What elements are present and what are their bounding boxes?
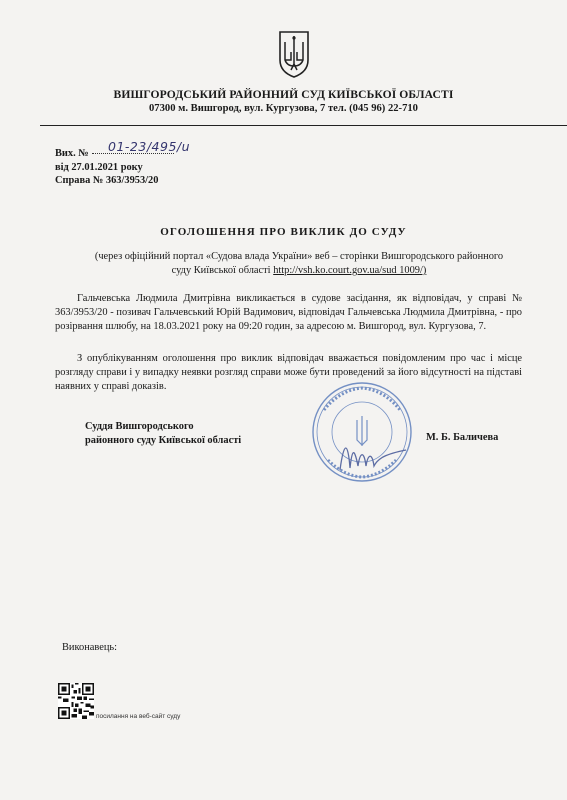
notice-title: ОГОЛОШЕННЯ ПРО ВИКЛИК ДО СУДУ bbox=[160, 226, 407, 238]
judge-title-line-2: районного суду Київської області bbox=[85, 435, 242, 446]
court-name: ВИШГОРОДСЬКИЙ РАЙОННИЙ СУД КИЇВСЬКОЇ ОБЛАСТІ bbox=[113, 88, 454, 101]
case-number: Справа № 363/3953/20 bbox=[55, 175, 159, 186]
executor-label: Виконавець: bbox=[62, 642, 118, 653]
qr-code-icon[interactable] bbox=[58, 683, 94, 719]
outgoing-number-label: Вих. № bbox=[55, 148, 89, 159]
portal-note-text: (через офіційний портал «Судова влада України» веб – сторінки Вишгородського районного суду Київської області bbox=[94, 251, 504, 276]
judge-title bbox=[85, 420, 241, 448]
portal-link[interactable]: http://vsh.ko.court.gov.ua/sud 1009/) bbox=[273, 265, 427, 276]
outgoing-date: від 27.01.2021 року bbox=[55, 162, 143, 173]
court-address: 07300 м. Вишгород, вул. Кургузова, 7 тел. (045 96) 22-710 bbox=[149, 103, 418, 114]
summons-paragraph: Гальчевська Людмила Дмитрівна викликається в судове засідання, як відповідач, у справі № 363/3953/20 - позивач Гальчевський Юрій Вадимович, відповідач Гальчевська Людмила Дмитрівна, - про розірвання шлюбу, на 18.03.2021 року на 09:20 годин, за адресою м. Вишгород, вул. Кургузова, 7. bbox=[55, 293, 522, 332]
header-divider bbox=[40, 125, 567, 126]
portal-note bbox=[84, 250, 514, 278]
judge-title-line-1: Суддя Вишгородського bbox=[85, 421, 194, 432]
coat-of-arms-icon bbox=[278, 30, 310, 78]
judge-name: М. Б. Баличева bbox=[426, 432, 499, 443]
court-stamp-icon bbox=[310, 380, 414, 484]
outgoing-number-underline bbox=[92, 153, 174, 154]
consequences-paragraph: З опублікуванням оголошення про виклик відповідач вважається повідомленим про час і місце розгляду справи і у випадку неявки розгляд справи може бути проведений за його відсутності на підставі наявних у справі доказів. bbox=[55, 353, 522, 392]
outgoing-number-handwritten: 01-23/495/u bbox=[108, 139, 191, 154]
qr-caption: посилання на веб-сайт суду bbox=[96, 713, 181, 720]
